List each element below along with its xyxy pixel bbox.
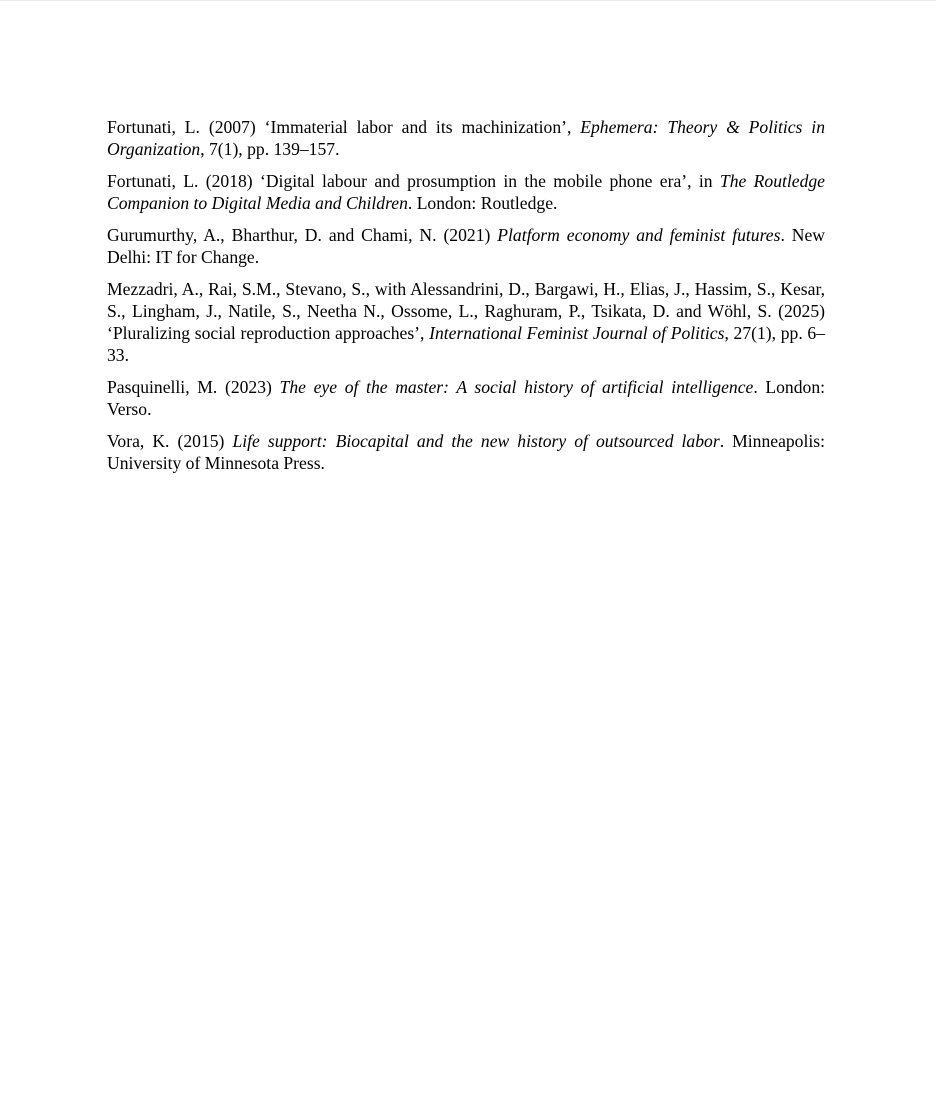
reference-text: Fortunati, L. (2018) ‘Digital labour and prosumption in the mobile phone era’, in [107, 171, 720, 191]
reference-title: International Feminist Journal of Politics [429, 323, 725, 343]
reference-text: Pasquinelli, M. (2023) [107, 377, 280, 397]
reference-title: Platform economy and feminist futures [497, 225, 781, 245]
reference-entry [107, 376, 825, 420]
reference-title: The eye of the master: A social history of artificial intelligence [279, 377, 754, 397]
reference-title: The Routledge Companion to Digital Media and Children [107, 171, 825, 213]
reference-details: . New Delhi: IT for Change. [107, 225, 825, 267]
reference-details: . Minneapolis: University of Minnesota Press. [107, 431, 825, 473]
reference-details: . London: Verso. [107, 377, 825, 419]
reference-list [107, 116, 825, 484]
reference-entry [107, 170, 825, 214]
reference-details: , 7(1), pp. 139–157. [200, 139, 340, 159]
reference-text: Vora, K. (2015) [107, 431, 233, 451]
reference-entry [107, 278, 825, 366]
reference-entry [107, 430, 825, 474]
reference-text: Gurumurthy, A., Bharthur, D. and Chami, N. (2021) [107, 225, 498, 245]
reference-entry [107, 116, 825, 160]
reference-details: , 27(1), pp. 6–33. [107, 323, 825, 365]
reference-text: Fortunati, L. (2007) ‘Immaterial labor and its machinization’, [107, 117, 581, 137]
reference-title: Ephemera: Theory & Politics in Organization [107, 117, 825, 159]
reference-entry [107, 224, 825, 268]
reference-text: Mezzadri, A., Rai, S.M., Stevano, S., with Alessandrini, D., Bargawi, H., Elias, J., Hassim, S., Kesar, S., Lingham, J., Natile, S., Neetha N., Ossome, L., Raghuram, P., Tsikata, D. and Wöhl, S. (2025) ‘Pluralizing social reproduction approaches’, [107, 279, 825, 343]
reference-title: Life support: Biocapital and the new history of outsourced labor [232, 431, 720, 451]
reference-details: . London: Routledge. [407, 193, 558, 213]
